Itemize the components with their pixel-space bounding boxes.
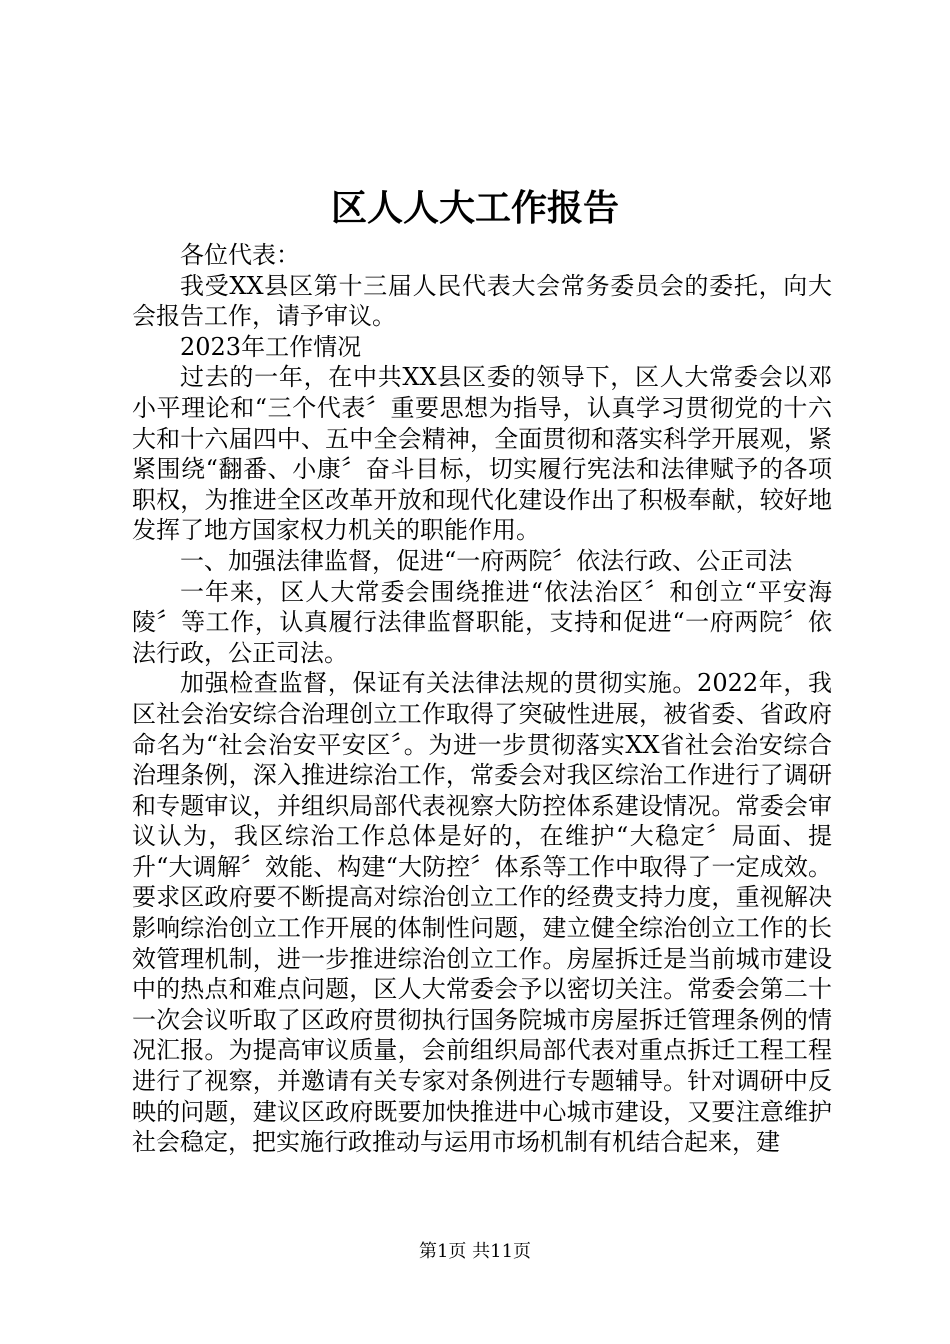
overview-paragraph: 过去的一年，在中共XX县区委的领导下，区人大常委会以邓小平理论和“三个代表〞重要思想为指导，认真学习贯彻党的十六大和十六届四中、五中全会精神，全面贯彻和落实科学开展观，紧紧围绕“翻番、小康〞奋斗目标，切实履行宪法和法律赋予的各项职权，为推进全区改革开放和现代化建设作出了积极奉献，较好地发挥了地方国家权力机关的职能作用。 — [132, 363, 832, 545]
section-heading-year: 2023年工作情况 — [180, 332, 362, 361]
section-heading-one: 一、加强法律监督，促进“一府两院〞依法行政、公正司法 — [180, 546, 793, 575]
document-body — [132, 240, 832, 1158]
inspection-paragraph: 加强检查监督，保证有关法律法规的贯彻实施。2022年，我区社会治安综合治理创立工作取得了突破性进展，被省委、省政府命名为“社会治安平安区〞。为进一步贯彻落实XX省社会治安综合治理条例，深入推进综治工作，常委会对我区综治工作进行了调研和专题审议，并组织局部代表视察大防控体系建设情况。常委会审议认为，我区综治工作总体是好的，在维护“大稳定〞局面、提升“大调解〞效能、构建“大防控〞体系等工作中取得了一定成效。要求区政府要不断提高对综治创立工作的经费支持力度，重视解决影响综治创立工作开展的体制性问题，建立健全综治创立工作的长效管理机制，进一步推进综治创立工作。房屋拆迁是当前城市建设中的热点和难点问题，区人大常委会予以密切关注。常委会第二十一次会议听取了区政府贯彻执行国务院城市房屋拆迁管理条例的情况汇报。为提高审议质量，会前组织局部代表对重点拆迁工程工程进行了视察，并邀请有关专家对条例进行专题辅导。针对调研中反映的问题，建议区政府既要加快推进中心城市建设，又要注意维护社会稳定，把实施行政推动与运用市场机制有机结合起来，建 — [132, 669, 832, 1157]
intro-paragraph: 我受XX县区第十三届人民代表大会常务委员会的委托，向大会报告工作，请予审议。 — [132, 271, 832, 331]
page-number: 第1页 共11页 — [418, 1241, 532, 1262]
page-title: 区人人大工作报告 — [330, 187, 619, 229]
section-one-paragraph: 一年来，区人大常委会围绕推进“依法治区〞和创立“平安海陵〞等工作，认真履行法律监督职能，支持和促进“一府两院〞依法行政，公正司法。 — [132, 577, 832, 667]
salutation: 各位代表： — [180, 241, 300, 269]
